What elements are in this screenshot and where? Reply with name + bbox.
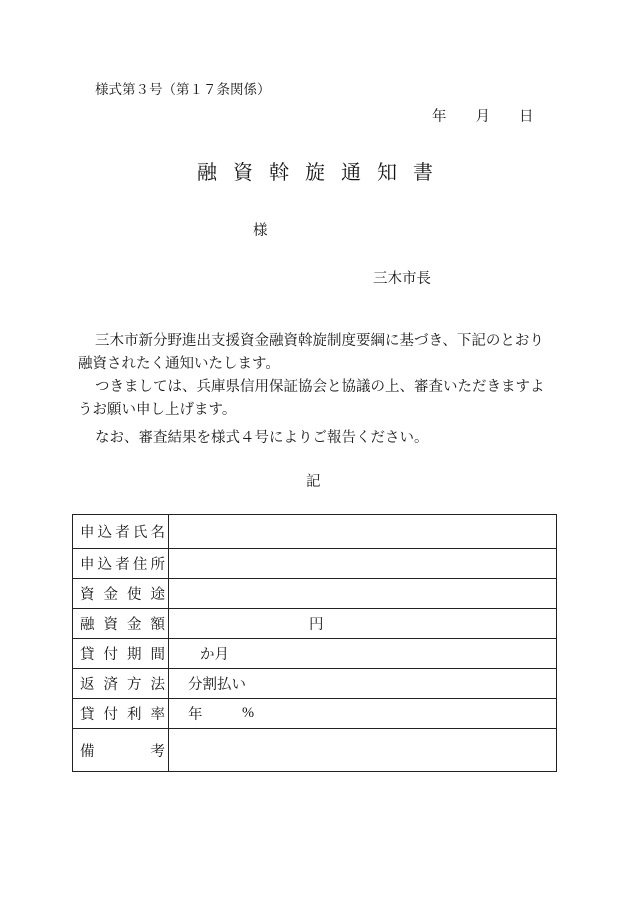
label-char: 名 xyxy=(150,525,165,541)
label-char: 所 xyxy=(150,557,165,573)
label-char: 融 xyxy=(80,617,95,633)
addressee-suffix: 様 xyxy=(253,223,268,239)
label-char: 間 xyxy=(150,647,165,663)
label-char: 氏 xyxy=(132,525,148,541)
applicant-address-cell xyxy=(169,549,556,578)
per-annum-prefix: 年 xyxy=(188,707,203,723)
table-row-loan-period xyxy=(73,638,556,668)
table-row-interest-rate xyxy=(73,698,556,728)
document-title: 融資斡旋通知書 xyxy=(197,162,449,184)
label-char: 使 xyxy=(127,587,142,603)
row-label xyxy=(80,521,165,542)
table-row-fund-use xyxy=(73,578,556,608)
row-label xyxy=(80,583,165,604)
ki-heading: 記 xyxy=(306,474,321,490)
table-row-remarks xyxy=(73,728,556,771)
row-label xyxy=(80,673,165,694)
label-char: 済 xyxy=(103,677,118,693)
label-char: 住 xyxy=(132,557,148,573)
label-char: 方 xyxy=(127,677,142,693)
repayment-method-text: 分割払い xyxy=(188,677,246,693)
row-label-cell xyxy=(73,669,169,698)
row-label xyxy=(80,613,165,634)
table-row-loan-amount xyxy=(73,608,556,638)
label-char: 込 xyxy=(97,557,113,573)
body-line: なお、審査結果を様式４号によりご報告ください。 xyxy=(95,430,429,446)
remarks-cell xyxy=(169,729,556,771)
loan-period-cell xyxy=(169,639,556,668)
date-line: 年 月 日 xyxy=(432,109,534,125)
label-char: 込 xyxy=(97,525,113,541)
row-label-cell xyxy=(73,515,169,548)
repayment-method-cell xyxy=(169,669,556,698)
label-char: 資 xyxy=(80,587,95,603)
label-char: 法 xyxy=(150,677,165,693)
label-char: 返 xyxy=(80,677,95,693)
label-char: 考 xyxy=(150,743,165,760)
label-char: 者 xyxy=(115,525,130,541)
label-char: 額 xyxy=(150,617,165,633)
row-label xyxy=(80,703,165,724)
row-label-cell xyxy=(73,549,169,578)
label-char: 申 xyxy=(80,557,95,573)
yen-unit: 円 xyxy=(309,617,324,633)
label-char: 資 xyxy=(103,617,118,633)
row-label xyxy=(80,643,165,664)
row-label-cell xyxy=(73,639,169,668)
months-unit: か月 xyxy=(200,647,229,663)
label-char: 途 xyxy=(150,587,165,603)
table-row-applicant-name xyxy=(73,515,556,548)
fund-use-cell xyxy=(169,579,556,608)
label-char: 率 xyxy=(150,707,165,723)
row-label-cell xyxy=(73,699,169,728)
body-line: 三木市新分野進出支援資金融資斡旋制度要綱に基づき、下記のとおり xyxy=(95,333,544,349)
applicant-name-cell xyxy=(169,515,556,548)
label-char: 金 xyxy=(127,617,142,633)
loan-amount-cell xyxy=(169,609,556,638)
sender: 三木市長 xyxy=(373,271,431,287)
details-table xyxy=(72,514,557,772)
row-label-cell xyxy=(73,729,169,771)
row-label-cell xyxy=(73,609,169,638)
row-label xyxy=(80,553,165,574)
label-char: 者 xyxy=(115,557,130,573)
label-char: 付 xyxy=(103,647,118,663)
row-label xyxy=(80,740,165,761)
label-char: 貸 xyxy=(80,647,95,663)
label-char: 期 xyxy=(127,647,142,663)
body-line: 融資されたく通知いたします。 xyxy=(78,356,280,372)
body-line: つきましては、兵庫県信用保証協会と協議の上、審査いただきますよ xyxy=(95,379,545,395)
form-number: 様式第３号（第１７条関係） xyxy=(95,82,271,97)
interest-rate-cell xyxy=(169,699,556,728)
body-line: うお願い申し上げます。 xyxy=(78,402,237,418)
label-char: 申 xyxy=(80,525,95,541)
label-char: 備 xyxy=(80,743,95,760)
label-char: 付 xyxy=(103,707,118,723)
table-row-repayment-method xyxy=(73,668,556,698)
label-char: 利 xyxy=(127,707,142,723)
label-char: 金 xyxy=(103,587,118,603)
table-row-applicant-address xyxy=(73,548,556,578)
row-label-cell xyxy=(73,579,169,608)
label-char: 貸 xyxy=(80,707,95,723)
percent-unit: % xyxy=(242,705,255,721)
